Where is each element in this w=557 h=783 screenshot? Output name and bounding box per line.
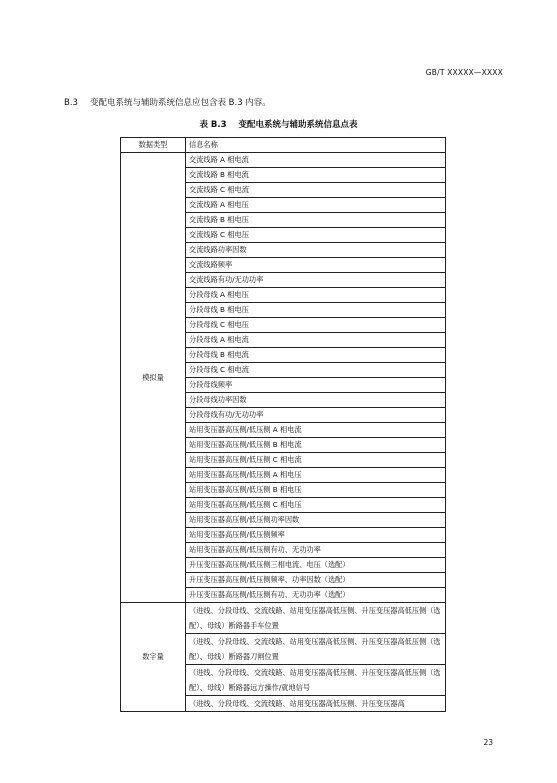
analog-item-cell: 升压变压器高压侧/低压侧三相电流、电压（选配） <box>186 558 446 573</box>
table-row <box>121 153 446 168</box>
analog-item-cell: 分段母线功率因数 <box>186 393 446 408</box>
page-number: 23 <box>483 738 493 747</box>
analog-item-cell: 站用变压器高压侧/低压侧 A 相电流 <box>186 423 446 438</box>
digital-item-cell: （进线、分段母线、交流线路、站用变压器高低压侧、升压变压器高低压侧（选配）、母线）断路器手车位置 <box>186 603 446 634</box>
analog-item-cell: 站用变压器高压侧/低压侧 B 相电压 <box>186 483 446 498</box>
analog-item-cell: 分段母线 B 相电压 <box>186 303 446 318</box>
analog-item-cell: 分段母线 A 相电流 <box>186 333 446 348</box>
analog-item-cell: 分段母线频率 <box>186 378 446 393</box>
section-text: 变配电系统与辅助系统信息应包含表 B.3 内容。 <box>89 98 271 108</box>
analog-item-cell: 站用变压器高压侧/低压侧 A 相电压 <box>186 468 446 483</box>
analog-item-cell: 交流线路有功/无功功率 <box>186 273 446 288</box>
table-row <box>121 603 446 634</box>
analog-item-cell: 站用变压器高压侧/低压侧功率因数 <box>186 513 446 528</box>
analog-item-cell: 交流线路 B 相电流 <box>186 168 446 183</box>
table-id: 表 B.3 <box>199 120 227 130</box>
analog-item-cell: 分段母线 C 相电压 <box>186 318 446 333</box>
analog-item-cell: 交流线路 A 相电流 <box>186 153 446 168</box>
document-code: GB/T XXXXX—XXXX <box>425 68 503 77</box>
analog-item-cell: 升压变压器高压侧/低压侧有功、无功功率（选配） <box>186 588 446 603</box>
section-number: B.3 <box>64 98 78 108</box>
table-title: 变配电系统与辅助系统信息点表 <box>238 120 358 130</box>
table-caption <box>0 118 557 130</box>
analog-item-cell: 分段母线 B 相电流 <box>186 348 446 363</box>
section-paragraph <box>64 96 271 108</box>
digital-item-cell: （进线、分段母线、交流线路、站用变压器高低压侧、升压变压器高低压侧（选配）、母线）断路器远方操作/就地信号 <box>186 665 446 696</box>
analog-item-cell: 站用变压器高压侧/低压侧 C 相电压 <box>186 498 446 513</box>
analog-item-cell: 站用变压器高压侧/低压侧有功、无功功率 <box>186 543 446 558</box>
header-info-name: 信息名称 <box>186 138 446 153</box>
analog-item-cell: 交流线路 A 相电压 <box>186 198 446 213</box>
table-header-row <box>121 138 446 153</box>
analog-item-cell: 交流线路 C 相电压 <box>186 228 446 243</box>
analog-item-cell: 分段母线 C 相电流 <box>186 363 446 378</box>
analog-item-cell: 分段母线有功/无功功率 <box>186 408 446 423</box>
analog-type-cell: 模拟量 <box>121 153 186 603</box>
analog-item-cell: 交流线路功率因数 <box>186 243 446 258</box>
analog-item-cell: 站用变压器高压侧/低压侧 C 相电流 <box>186 453 446 468</box>
info-point-table <box>120 137 446 712</box>
analog-item-cell: 交流线路 B 相电压 <box>186 213 446 228</box>
analog-item-cell: 升压变压器高压侧/低压侧频率、功率因数（选配） <box>186 573 446 588</box>
analog-item-cell: 交流线路频率 <box>186 258 446 273</box>
analog-item-cell: 分段母线 A 相电压 <box>186 288 446 303</box>
digital-item-cell: （进线、分段母线、交流线路、站用变压器高低压侧、升压变压器高 <box>186 696 446 712</box>
header-data-type: 数据类型 <box>121 138 186 153</box>
analog-item-cell: 交流线路 C 相电流 <box>186 183 446 198</box>
digital-item-cell: （进线、分段母线、交流线路、站用变压器高低压侧、升压变压器高低压侧（选配）、母线）断路器刀闸位置 <box>186 634 446 665</box>
digital-type-cell: 数字量 <box>121 603 186 712</box>
analog-item-cell: 站用变压器高压侧/低压侧频率 <box>186 528 446 543</box>
table-body <box>121 153 446 712</box>
analog-item-cell: 站用变压器高压侧/低压侧 B 相电流 <box>186 438 446 453</box>
